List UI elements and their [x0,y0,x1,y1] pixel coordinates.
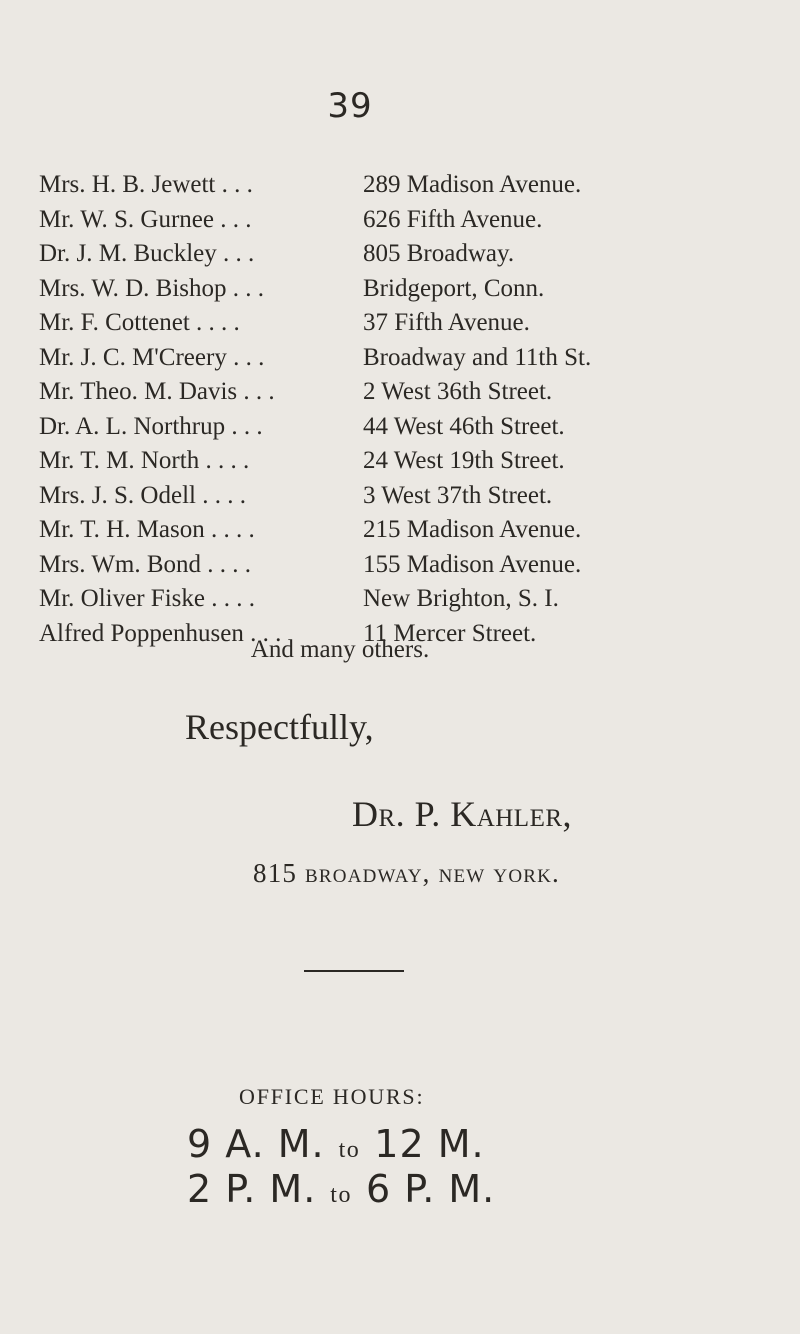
reference-row [39,410,759,445]
reference-name: Mr. J. C. M'Creery . . . [39,343,265,371]
reference-row [39,444,759,479]
reference-address: 3 West 37th Street. [363,481,553,509]
reference-row [39,479,759,514]
reference-row [39,375,759,410]
hours-to: 12 M. [374,1122,485,1166]
reference-name: Mr. T. M. North . . . . [39,447,250,474]
office-hours-row [187,1122,485,1166]
reference-address: 37 Fifth Avenue. [363,309,530,336]
reference-address: New Brighton, S. I. [363,585,559,612]
signature-name: Dr. P. Kahler, [352,794,573,834]
reference-row [39,272,759,307]
page-number: 39 [327,86,373,126]
reference-row [39,237,759,272]
reference-name: Mr. W. S. Gurnee . . . [39,205,252,233]
reference-row [39,341,759,376]
reference-name: Mr. T. H. Mason . . . . [39,516,255,543]
hours-to-word: to [338,1137,361,1163]
reference-address: 805 Broadway. [363,240,515,267]
reference-name: Dr. A. L. Northrup . . . [39,412,263,440]
hours-from: 2 P. M. [187,1167,317,1211]
reference-name: Mr. Theo. M. Davis . . . [39,378,275,405]
reference-name: Mrs. H. B. Jewett . . . [39,171,253,198]
reference-address: 24 West 19th Street. [363,447,565,474]
hours-to: 6 P. M. [365,1167,496,1211]
reference-address: Bridgeport, Conn. [363,274,545,302]
sign-off: Respectfully, [185,707,374,747]
signature-address: 815 broadway, new york. [253,858,560,888]
reference-name: Mrs. W. D. Bishop . . . [39,274,265,302]
reference-name: Dr. J. M. Buckley . . . [39,240,255,267]
reference-name: Mrs. J. S. Odell . . . . [39,481,246,509]
reference-address: 155 Madison Avenue. [363,550,582,578]
reference-row [39,306,759,341]
reference-row [39,582,759,617]
reference-address: 626 Fifth Avenue. [363,205,543,233]
reference-name: Mrs. Wm. Bond . . . . [39,550,252,578]
reference-row [39,513,759,548]
reference-row [39,203,759,238]
closing-line: And many others. [250,636,430,663]
reference-address: 215 Madison Avenue. [363,516,582,543]
office-hours-title: OFFICE HOURS: [239,1084,425,1109]
reference-row [39,548,759,583]
reference-name: Mr. F. Cottenet . . . . [39,309,240,336]
references-list [39,168,759,651]
reference-name: Alfred Poppenhusen . . . [39,619,282,647]
reference-name: Mr. Oliver Fiske . . . . [39,585,255,612]
reference-address: Broadway and 11th St. [363,343,592,371]
reference-row [39,168,759,203]
hours-from: 9 A. M. [187,1122,325,1166]
office-hours-row [187,1167,495,1211]
reference-address: 2 West 36th Street. [363,378,553,405]
divider-rule [304,970,404,972]
reference-address: 44 West 46th Street. [363,412,565,440]
reference-address: 11 Mercer Street. [363,619,537,647]
hours-to-word: to [330,1182,352,1208]
reference-address: 289 Madison Avenue. [363,171,582,198]
